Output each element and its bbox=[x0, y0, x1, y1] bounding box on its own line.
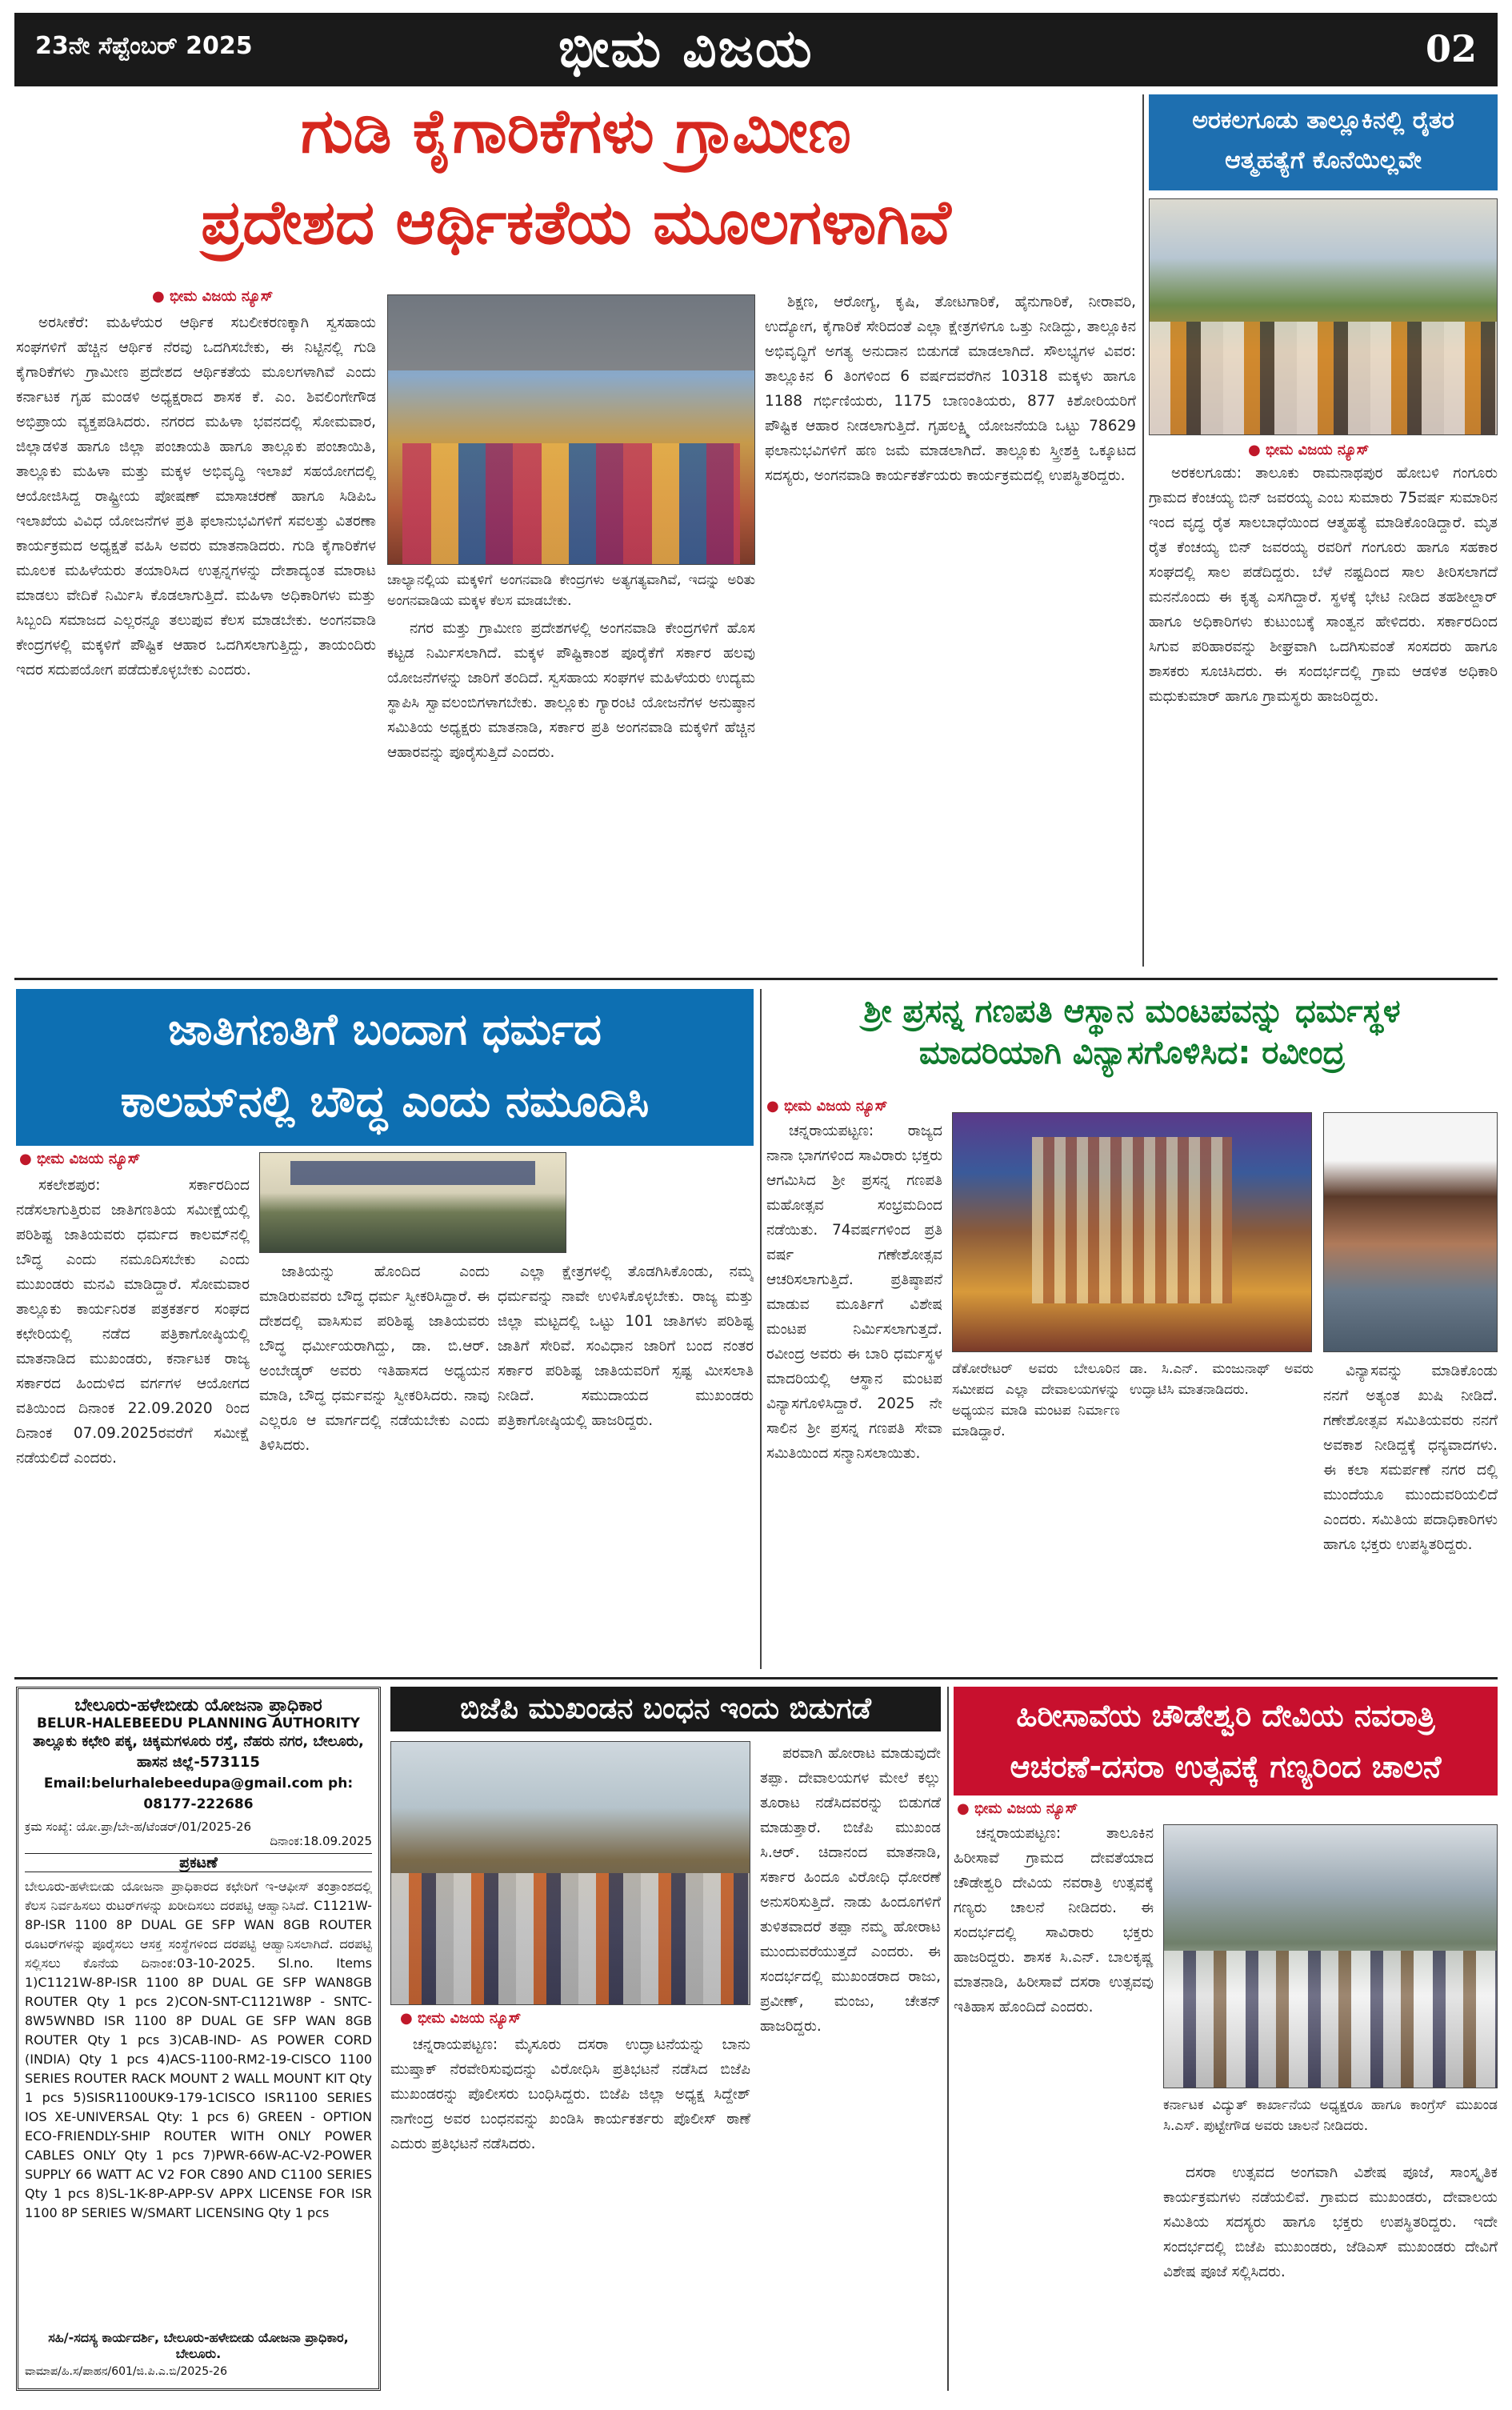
column-divider bbox=[1142, 94, 1144, 967]
story1-col1: ಅರಸೀಕೆರೆ: ಮಹಿಳೆಯರ ಆರ್ಥಿಕ ಸಬಲೀಕರಣಕ್ಕಾಗಿ ಸ್ವಸಹಾಯ ಸಂಘಗಳಿಗೆ ಹೆಚ್ಚಿನ ಆರ್ಥಿಕ ನೆರವು ಒದಗಿಸಬೇಕು, ಈ ನಿಟ್ಟಿನಲ್ಲಿ ಗುಡಿ ಕೈಗಾರಿಕೆಗಳು ಗ್ರಾಮೀಣ ಪ್ರದೇಶದ ಆರ್ಥಿಕತೆಯ ಮೂಲಗಳಾಗಿವೆ ಎಂದು ಕರ್ನಾಟಕ ಗೃಹ ಮಂಡಳಿ ಅಧ್ಯಕ್ಷರಾದ ಶಾಸಕ ಕೆ. ಎಂ. ಶಿವಲಿಂಗೇಗೌಡ ಅಭಿಪ್ರಾಯ ವ್ಯಕ್ತಪಡಿಸಿದರು. ನಗರದ ಮಹಿಳಾ ಭವನದಲ್ಲಿ ಸೋಮವಾರ, ಜಿಲ್ಲಾಡಳಿತ ಹಾಗೂ ಜಿಲ್ಲಾ ಪಂಚಾಯತಿ ಹಾಗೂ ತಾಲ್ಲೂಕು ಪಂಚಾಯಿತಿ, ತಾಲ್ಲೂಕು ಮಹಿಳಾ ಮತ್ತು ಮಕ್ಕಳ ಅಭಿವೃದ್ಧಿ ಇಲಾಖೆ ಸಹಯೋಗದಲ್ಲಿ ಆಯೋಜಿಸಿದ್ದ ರಾಷ್ಟ್ರೀಯ ಪೋಷಣ್ ಮಾಸಾಚರಣೆ ಹಾಗೂ ಸಿಡಿಪಿಒ ಇಲಾಖೆಯ ವಿವಿಧ ಯೋಜನೆಗಳ ಪ್ರತಿ ಫಲಾನುಭವಿಗಳಿಗೆ ಸವಲತ್ತು ವಿತರಣಾ ಕಾರ್ಯಕ್ರಮದ ಅಧ್ಯಕ್ಷತೆ ವಹಿಸಿ ಅವರು ಮಾತನಾಡಿದರು. ಗುಡಿ ಕೈಗಾರಿಕೆಗಳ ಮೂಲಕ ಮಹಿಳೆಯರು ತಯಾರಿಸಿದ ಉತ್ಪನ್ನಗಳನ್ನು ದೇಶಾದ್ಯಂತ ಮಾರಾಟ ಮಾಡಲು ವೇದಿಕೆ ನಿರ್ಮಿಸಿ ಕೊಡಲಾಗುತ್ತಿದೆ. ಮಹಿಳಾ ಅಧಿಕಾರಿಗಳು ಮತ್ತು ಸಿಬ್ಬಂದಿ ಸಮಾಜದ ಎಲ್ಲರನ್ನೂ ತಲುಪುವ ಕೆಲಸ ಮಾಡಬೇಕು. ಅಂಗನವಾಡಿ ಕೇಂದ್ರಗಳಲ್ಲಿ ಮಕ್ಕಳಿಗೆ ಪೌಷ್ಟಿಕ ಆಹಾರ ಒದಗಿಸಲಾಗುತ್ತಿದ್ದು, ತಾಯಂದಿರು ಇದರ ಸದುಪಯೋಗ ಪಡೆದುಕೊಳ್ಳಬೇಕು ಎಂದರು. bbox=[16, 314, 376, 679]
story6-byline: ● ಭೀಮ ವಿಜಯ ನ್ಯೂಸ್ bbox=[957, 1800, 1078, 1817]
notice-heading: ಪ್ರಕಟಣೆ bbox=[25, 1853, 372, 1872]
notice-ref-row bbox=[25, 1820, 372, 1834]
story4-photo-mantapa bbox=[952, 1112, 1312, 1352]
story1-col2: ನಗರ ಮತ್ತು ಗ್ರಾಮೀಣ ಪ್ರದೇಶಗಳಲ್ಲಿ ಅಂಗನವಾಡಿ ಕೇಂದ್ರಗಳಿಗೆ ಹೊಸ ಕಟ್ಟಡ ನಿರ್ಮಿಸಲಾಗಿದೆ. ಮಕ್ಕಳ ಪೌಷ್ಟಿಕಾಂಶ ಪೂರೈಕೆಗೆ ಸರ್ಕಾರ ಹಲವು ಯೋಜನೆಗಳನ್ನು ಜಾರಿಗೆ ತಂದಿದೆ. ಸ್ವಸಹಾಯ ಸಂಘಗಳ ಮಹಿಳೆಯರು ಉದ್ಯಮ ಸ್ಥಾಪಿಸಿ ಸ್ವಾವಲಂಬಿಗಳಾಗಬೇಕು. ತಾಲ್ಲೂಕು ಗ್ಯಾರಂಟಿ ಯೋಜನೆಗಳ ಅನುಷ್ಠಾನ ಸಮಿತಿಯ ಅಧ್ಯಕ್ಷರು ಮಾತನಾಡಿ, ಸರ್ಕಾರ ಪ್ರತಿ ಅಂಗನವಾಡಿ ಮಕ್ಕಳಿಗೆ ಹೆಚ್ಚಿನ ಆಹಾರವನ್ನು ಪೂರೈಸುತ್ತಿದೆ ಎಂದರು. bbox=[387, 620, 755, 761]
story2-byline: ● ಭೀಮ ವಿಜಯ ನ್ಯೂಸ್ bbox=[1248, 442, 1369, 458]
paper-name: ಭೀಮ ವಿಜಯ bbox=[558, 18, 814, 79]
story4-portrait-caption: ಡಾ. ಸಿ.ಎನ್. ಮಂಜುನಾಥ್ ಅವರು ಉದ್ಘಾಟಿಸಿ ಮಾತನಾಡಿದರು. bbox=[1130, 1361, 1314, 1398]
story2-photo bbox=[1149, 198, 1498, 435]
tender-notice bbox=[16, 1687, 381, 2391]
story5-headline: ಬಿಜೆಪಿ ಮುಖಂಡನ ಬಂಧನ ಇಂದು ಬಿಡುಗಡೆ bbox=[390, 1687, 941, 1731]
notice-title-kn: ಬೇಲೂರು-ಹಳೇಬೀಡು ಯೋಜನಾ ಪ್ರಾಧಿಕಾರ bbox=[74, 1695, 322, 1715]
story4-col1: ಚನ್ನರಾಯಪಟ್ಟಣ: ರಾಜ್ಯದ ನಾನಾ ಭಾಗಗಳಿಂದ ಸಾವಿರಾರು ಭಕ್ತರು ಆಗಮಿಸಿದ ಶ್ರೀ ಪ್ರಸನ್ನ ಗಣಪತಿ ಮಹೋತ್ಸವ ಸಂಭ್ರಮದಿಂದ ನಡೆಯಿತು. 74ವರ್ಷಗಳಿಂದ ಪ್ರತಿ ವರ್ಷ ಗಣೇಶೋತ್ಸವ ಆಚರಿಸಲಾಗುತ್ತಿದೆ. ಪ್ರತಿಷ್ಠಾಪನೆ ಮಾಡುವ ಮೂರ್ತಿಗೆ ವಿಶೇಷ ಮಂಟಪ ನಿರ್ಮಿಸಲಾಗುತ್ತದೆ. ರವೀಂದ್ರ ಅವರು ಈ ಬಾರಿ ಧರ್ಮಸ್ಥಳ ಮಾದರಿಯಲ್ಲಿ ಆಸ್ಥಾನ ಮಂಟಪ ವಿನ್ಯಾಸಗೊಳಿಸಿದ್ದಾರೆ. 2025 ನೇ ಸಾಲಿನ ಶ್ರೀ ಪ್ರಸನ್ನ ಗಣಪತಿ ಸೇವಾ ಸಮಿತಿಯಿಂದ ಸನ್ಮಾನಿಸಲಾಯಿತು. bbox=[766, 1123, 942, 1462]
story3-headline-line2: ಕಾಲಮ್‌ನಲ್ಲಿ ಬೌದ್ಧ ಎಂದು ನಮೂದಿಸಿ bbox=[120, 1076, 650, 1127]
issue-date: 23ನೇ ಸೆಪ್ಟೆಂಬರ್ 2025 bbox=[35, 32, 253, 60]
story6-photo bbox=[1163, 1824, 1498, 2088]
story3-col1: ಸಕಲೇಶಪುರ: ಸರ್ಕಾರದಿಂದ ನಡೆಸಲಾಗುತ್ತಿರುವ ಜಾತಿಗಣತಿಯ ಸಮೀಕ್ಷೆಯಲ್ಲಿ ಪರಿಶಿಷ್ಟ ಜಾತಿಯವರು ಧರ್ಮದ ಕಾಲಮ್‌ನಲ್ಲಿ ಬೌದ್ಧ ಎಂದು ನಮೂದಿಸಬೇಕು ಎಂದು ಮುಖಂಡರು ಮನವಿ ಮಾಡಿದ್ದಾರೆ. ಸೋಮವಾರ ತಾಲ್ಲೂಕು ಕಾರ್ಯನಿರತ ಪತ್ರಕರ್ತರ ಸಂಘದ ಕಛೇರಿಯಲ್ಲಿ ನಡೆದ ಪತ್ರಿಕಾಗೋಷ್ಠಿಯಲ್ಲಿ ಮಾತನಾಡಿದ ಮುಖಂಡರು, ಕರ್ನಾಟಕ ರಾಜ್ಯ ಸರ್ಕಾರದ ಹಿಂದುಳಿದ ವರ್ಗಗಳ ಆಯೋಗದ ವತಿಯಿಂದ ದಿನಾಂಕ 22.09.2020 ರಿಂದ ದಿನಾಂಕ 07.09.2025ರವರೆಗೆ ಸಮೀಕ್ಷೆ ನಡೆಯಲಿದೆ ಎಂದರು. bbox=[16, 1177, 250, 1467]
story6-col2: ದಸರಾ ಉತ್ಸವದ ಅಂಗವಾಗಿ ವಿಶೇಷ ಪೂಜೆ, ಸಾಂಸ್ಕೃತಿಕ ಕಾರ್ಯಕ್ರಮಗಳು ನಡೆಯಲಿವೆ. ಗ್ರಾಮದ ಮುಖಂಡರು, ದೇವಾಲಯ ಸಮಿತಿಯ ಸದಸ್ಯರು ಹಾಗೂ ಭಕ್ತರು ಉಪಸ್ಥಿತರಿದ್ದರು. ಇದೇ ಸಂದರ್ಭದಲ್ಲಿ ಬಿಜೆಪಿ ಮುಖಂಡರು, ಜೆಡಿಎಸ್ ಮುಖಂಡರು ದೇವಿಗೆ ವಿಶೇಷ ಪೂಜೆ ಸಲ್ಲಿಸಿದರು. bbox=[1163, 2164, 1498, 2280]
page-number: 02 bbox=[1425, 27, 1477, 70]
story4-byline: ● ಭೀಮ ವಿಜಯ ನ್ಯೂಸ್ bbox=[766, 1098, 887, 1115]
story6-headline-line1: ಹಿರೀಸಾವೆಯ ಚೌಡೇಶ್ವರಿ ದೇವಿಯ ನವರಾತ್ರಿ bbox=[1016, 1698, 1435, 1733]
story1-col3: ಶಿಕ್ಷಣ, ಆರೋಗ್ಯ, ಕೃಷಿ, ತೋಟಗಾರಿಕೆ, ಹೈನುಗಾರಿಕೆ, ನೀರಾವರಿ, ಉದ್ಯೋಗ, ಕೈಗಾರಿಕೆ ಸೇರಿದಂತೆ ಎಲ್ಲಾ ಕ್ಷೇತ್ರಗಳಿಗೂ ಒತ್ತು ನೀಡಿದ್ದು, ತಾಲ್ಲೂಕಿನ ಅಭಿವೃದ್ಧಿಗೆ ಅಗತ್ಯ ಅನುದಾನ ಬಿಡುಗಡೆ ಮಾಡಲಾಗಿದೆ. ಸೌಲಭ್ಯಗಳ ವಿವರ: ತಾಲ್ಲೂಕಿನ 6 ತಿಂಗಳಿಂದ 6 ವರ್ಷದವರೆಗಿನ 10318 ಮಕ್ಕಳು ಹಾಗೂ 1188 ಗರ್ಭಿಣಿಯರು, 1175 ಬಾಣಂತಿಯರು, 877 ಕಿಶೋರಿಯರಿಗೆ ಪೌಷ್ಟಿಕ ಆಹಾರ ನೀಡಲಾಗುತ್ತಿದೆ. ಗೃಹಲಕ್ಷ್ಮಿ ಯೋಜನೆಯಡಿ ಒಟ್ಟು 78629 ಫಲಾನುಭವಿಗಳಿಗೆ ಹಣ ಜಮೆ ಮಾಡಲಾಗಿದೆ. ತಾಲ್ಲೂಕು ಸ್ತ್ರೀಶಕ್ತಿ ಒಕ್ಕೂಟದ ಸದಸ್ಯರು, ಅಂಗನವಾಡಿ ಕಾರ್ಯಕರ್ತೆಯರು ಕಾರ್ಯಕ್ರಮದಲ್ಲಿ ಉಪಸ್ಥಿತರಿದ್ದರು. bbox=[765, 294, 1136, 484]
story3-headline bbox=[16, 989, 754, 1146]
column-divider bbox=[947, 1687, 949, 2391]
column-divider bbox=[760, 989, 762, 1669]
story1-byline: ● ಭೀಮ ವಿಜಯ ನ್ಯೂಸ್ bbox=[152, 288, 273, 305]
story1-photo-caption: ಚಾಲ್ಯಾನಲ್ಲಿಯ ಮಕ್ಕಳಿಗೆ ಅಂಗನವಾಡಿ ಕೇಂದ್ರಗಳು ಅತ್ಯಗತ್ಯವಾಗಿವೆ, ಇದನ್ನು ಅರಿತು ಅಂಗನವಾಡಿಯ ಮಕ್ಕಳ ಕೆಲಸ ಮಾಡಬೇಕು. bbox=[387, 572, 755, 609]
notice-footer: ವಾಮಾಪ/ಹಿ.ಸ/ಪಾಹನ/601/ಜಿ.ಪಿ.ಎ.ಬಿ/2025-26 bbox=[25, 2365, 227, 2378]
story4-headline-line2: ಮಾದರಿಯಾಗಿ ವಿನ್ಯಾಸಗೊಳಿಸಿದ: ರವೀಂದ್ರ bbox=[918, 1035, 1346, 1071]
story3-col3: ಎಲ್ಲಾ ಕ್ಷೇತ್ರಗಳಲ್ಲಿ ತೊಡಗಿಸಿಕೊಂಡು, ನಮ್ಮ ಧರ್ಮವನ್ನು ನಾವೇ ಉಳಿಸಿಕೊಳ್ಳಬೇಕು. ರಾಜ್ಯ ಮತ್ತು ಜಿಲ್ಲಾ ಮಟ್ಟದಲ್ಲಿ ಒಟ್ಟು 101 ಜಾತಿಗಳು ಪರಿಶಿಷ್ಟ ಜಾತಿಗೆ ಸೇರಿವೆ. ಸಂವಿಧಾನ ಜಾರಿಗೆ ಬಂದ ನಂತರ ಸರ್ಕಾರ ಪರಿಶಿಷ್ಟ ಜಾತಿಯವರಿಗೆ ಸ್ಪಷ್ಟ ಮೀಸಲಾತಿ ನೀಡಿದೆ. ಸಮುದಾಯದ ಮುಖಂಡರು ಪತ್ರಿಕಾಗೋಷ್ಠಿಯಲ್ಲಿ ಹಾಜರಿದ್ದರು. bbox=[498, 1263, 754, 1429]
story5-photo bbox=[390, 1741, 750, 2005]
story1-headline-line1: ಗುಡಿ ಕೈಗಾರಿಕೆಗಳು ಗ್ರಾಮೀಣ bbox=[301, 95, 851, 166]
story4-col3: ವಿನ್ಯಾಸವನ್ನು ಮಾಡಿಕೊಂಡು ನನಗೆ ಅತ್ಯಂತ ಖುಷಿ ನೀಡಿದೆ. ಗಣೇಶೋತ್ಸವ ಸಮಿತಿಯವರು ನನಗೆ ಅವಕಾಶ ನೀಡಿದ್ದಕ್ಕೆ ಧನ್ಯವಾದಗಳು. ಈ ಕಲಾ ಸಮರ್ಪಣೆ ನಗರ ದಲ್ಲಿ ಮುಂದೆಯೂ ಮುಂದುವರಿಯಲಿದೆ ಎಂದರು. ಸಮಿತಿಯ ಪದಾಧಿಕಾರಿಗಳು ಹಾಗೂ ಭಕ್ತರು ಉಪಸ್ಥಿತರಿದ್ದರು. bbox=[1323, 1363, 1498, 1553]
notice-address: ತಾಲ್ಲೂಕು ಕಛೇರಿ ಪಕ್ಕ, ಚಿಕ್ಕಮಗಳೂರು ರಸ್ತೆ, ನೆಹರು ನಗರ, ಬೇಲೂರು, ಹಾಸನ ಜಿಲ್ಲೆ-573115 bbox=[33, 1733, 364, 1771]
masthead bbox=[14, 13, 1498, 86]
story4-photo-caption: ಡೆಕೋರೇಟರ್ ಅವರು ಬೇಲೂರಿನ ಸಮೀಪದ ಎಲ್ಲಾ ದೇವಾಲಯಗಳನ್ನು ಅಧ್ಯಯನ ಮಾಡಿ ಮಂಟಪ ನಿರ್ಮಾಣ ಮಾಡಿದ್ದಾರೆ. bbox=[952, 1361, 1120, 1439]
story5-col2: ಪರವಾಗಿ ಹೋರಾಟ ಮಾಡುವುದೇ ತಪ್ಪಾ. ದೇವಾಲಯಗಳ ಮೇಲೆ ಕಲ್ಲು ತೂರಾಟ ನಡೆಸಿದವರನ್ನು ಬಿಡುಗಡೆ ಮಾಡುತ್ತಾರೆ. ಬಿಜೆಪಿ ಮುಖಂಡ ಸಿ.ಆರ್. ಚಿದಾನಂದ ಮಾತನಾಡಿ, ಸರ್ಕಾರ ಹಿಂದೂ ವಿರೋಧಿ ಧೋರಣೆ ಅನುಸರಿಸುತ್ತಿದೆ. ನಾಡು ಹಿಂದೂಗಳಿಗೆ ತುಳಿತವಾದರೆ ತಪ್ಪಾ ನಮ್ಮ ಹೋರಾಟ ಮುಂದುವರೆಯುತ್ತದೆ ಎಂದರು. ಈ ಸಂದರ್ಭದಲ್ಲಿ ಮುಖಂಡರಾದ ರಾಜು, ಪ್ರವೀಣ್, ಮಂಜು, ಚೇತನ್ ಹಾಜರಿದ್ದರು. bbox=[760, 1745, 941, 2035]
story1-photo bbox=[387, 294, 755, 565]
notice-title-en: BELUR-HALEBEEDU PLANNING AUTHORITY bbox=[37, 1715, 360, 1731]
story4-headline bbox=[766, 991, 1498, 1074]
notice-signature: ಸಹಿ/-ಸದಸ್ಯ ಕಾರ್ಯದರ್ಶಿ, ಬೇಲೂರು-ಹಳೇಬೀಡು ಯೋಜನಾ ಪ್ರಾಧಿಕಾರ, ಬೇಲೂರು. bbox=[48, 2330, 349, 2361]
story6-photo-caption: ಕರ್ನಾಟಕ ವಿದ್ಯುತ್ ಕಾರ್ಖಾನೆಯ ಅಧ್ಯಕ್ಷರೂ ಹಾಗೂ ಕಾಂಗ್ರೆಸ್ ಮುಖಂಡ ಸಿ.ಎಸ್. ಪುಟ್ಟೇಗೌಡ ಅವರು ಚಾಲನೆ ನೀಡಿದರು. bbox=[1163, 2097, 1498, 2134]
section-divider bbox=[14, 1677, 1498, 1679]
story5-col1: ಚನ್ನರಾಯಪಟ್ಟಣ: ಮೈಸೂರು ದಸರಾ ಉದ್ಘಾಟನೆಯನ್ನು ಬಾನು ಮುಷ್ತಾಕ್ ನೆರವೇರಿಸುವುದನ್ನು ವಿರೋಧಿಸಿ ಪ್ರತಿಭಟನೆ ನಡೆಸಿದ ಬಿಜೆಪಿ ಮುಖಂಡರನ್ನು ಪೊಲೀಸರು ಬಂಧಿಸಿದ್ದರು. ಬಿಜೆಪಿ ಜಿಲ್ಲಾ ಅಧ್ಯಕ್ಷ ಸಿದ್ದೇಶ್ ನಾಗೇಂದ್ರ ಅವರ ಬಂಧನವನ್ನು ಖಂಡಿಸಿ ಕಾರ್ಯಕರ್ತರು ಪೊಲೀಸ್ ಠಾಣೆ ಎದುರು ಪ್ರತಿಭಟನೆ ನಡೆಸಿದರು. bbox=[390, 2036, 750, 2152]
story3-headline-line1: ಜಾತಿಗಣತಿಗೆ ಬಂದಾಗ ಧರ್ಮದ bbox=[168, 1004, 602, 1055]
story2-body: ಅರಕಲಗೂಡು: ತಾಲೂಕು ರಾಮನಾಥಪುರ ಹೋಬಳಿ ಗಂಗೂರು ಗ್ರಾಮದ ಕೆಂಚಯ್ಯ ಬಿನ್ ಜವರಯ್ಯ ಎಂಬ ಸುಮಾರು 75ವರ್ಷ ಸುಮಾರಿನ ಇಂದ ವೃದ್ಧ ರೈತ ಸಾಲಬಾಧೆಯಿಂದ ಆತ್ಮಹತ್ಯೆ ಮಾಡಿಕೊಂಡಿದ್ದಾರೆ. ಮೃತ ರೈತ ಕೆಂಚಯ್ಯ ಬಿನ್ ಜವರಯ್ಯ ರವರಿಗೆ ಗಂಗೂರು ಹಾಗೂ ಸಹಕಾರ ಸಂಘದಲ್ಲಿ ಸಾಲ ಪಡೆದಿದ್ದರು. ಬೆಳೆ ನಷ್ಟದಿಂದ ಸಾಲ ತೀರಿಸಲಾಗದೆ ಮನನೊಂದು ಈ ಕೃತ್ಯ ಎಸಗಿದ್ದಾರೆ. ಸ್ಥಳಕ್ಕೆ ಭೇಟಿ ನೀಡಿದ ತಹಶೀಲ್ದಾರ್ ಹಾಗೂ ಅಧಿಕಾರಿಗಳು ಕುಟುಂಬಕ್ಕೆ ಸಾಂತ್ವನ ಹೇಳಿದರು. ಸರ್ಕಾರದಿಂದ ಸಿಗುವ ಪರಿಹಾರವನ್ನು ಶೀಘ್ರವಾಗಿ ಒದಗಿಸುವಂತೆ ಸಂಸದರು ಹಾಗೂ ಶಾಸಕರು ಸೂಚಿಸಿದರು. ಈ ಸಂದರ್ಭದಲ್ಲಿ ಗ್ರಾಮ ಆಡಳಿತ ಅಧಿಕಾರಿ ಮಧುಕುಮಾರ್ ಹಾಗೂ ಗ್ರಾಮಸ್ಥರು ಹಾಜರಿದ್ದರು. bbox=[1149, 465, 1498, 705]
story3-photo bbox=[259, 1152, 566, 1253]
story4-headline-line1: ಶ್ರೀ ಪ್ರಸನ್ನ ಗಣಪತಿ ಆಸ್ಥಾನ ಮಂಟಪವನ್ನು ಧರ್ಮಸ್ಥಳ bbox=[863, 993, 1401, 1030]
story5-byline: ● ಭೀಮ ವಿಜಯ ನ್ಯೂಸ್ bbox=[400, 2010, 521, 2027]
story3-col2: ಜಾತಿಯನ್ನು ಹೊಂದಿದ ಎಂದು ಮಾಡಿರುವವರು ಬೌದ್ಧ ಧರ್ಮ ಸ್ವೀಕರಿಸಿದ್ದಾರೆ. ಈ ದೇಶದಲ್ಲಿ ವಾಸಿಸುವ ಪರಿಶಿಷ್ಟ ಜಾತಿಯವರು ಬೌದ್ಧ ಧರ್ಮೀಯರಾಗಿದ್ದು, ಡಾ. ಬಿ.ಆರ್. ಅಂಬೇಡ್ಕರ್ ಅವರು ಇತಿಹಾಸದ ಅಧ್ಯಯನ ಮಾಡಿ, ಬೌದ್ಧ ಧರ್ಮವನ್ನು ಸ್ವೀಕರಿಸಿದರು. ನಾವು ಎಲ್ಲರೂ ಆ ಮಾರ್ಗದಲ್ಲಿ ನಡೆಯಬೇಕು ಎಂದು ತಿಳಿಸಿದರು. bbox=[259, 1263, 490, 1454]
story6-col1: ಚನ್ನರಾಯಪಟ್ಟಣ: ತಾಲೂಕಿನ ಹಿರೀಸಾವೆ ಗ್ರಾಮದ ದೇವತೆಯಾದ ಚೌಡೇಶ್ವರಿ ದೇವಿಯ ನವರಾತ್ರಿ ಉತ್ಸವಕ್ಕೆ ಗಣ್ಯರು ಚಾಲನೆ ನೀಡಿದರು. ಈ ಸಂದರ್ಭದಲ್ಲಿ ಸಾವಿರಾರು ಭಕ್ತರು ಹಾಜರಿದ್ದರು. ಶಾಸಕ ಸಿ.ಎನ್. ಬಾಲಕೃಷ್ಣ ಮಾತನಾಡಿ, ಹಿರೀಸಾವೆ ದಸರಾ ಉತ್ಸವವು ಇತಿಹಾಸ ಹೊಂದಿದೆ ಎಂದರು. bbox=[954, 1825, 1154, 2016]
story1-headline-line2: ಪ್ರದೇಶದ ಆರ್ಥಿಕತೆಯ ಮೂಲಗಳಾಗಿವೆ bbox=[201, 186, 951, 258]
story6-headline-line2: ಆಚರಣೆ-ದಸರಾ ಉತ್ಸವಕ್ಕೆ ಗಣ್ಯರಿಂದ ಚಾಲನೆ bbox=[1010, 1749, 1442, 1784]
story6-headline bbox=[954, 1687, 1498, 1795]
story3-byline: ● ಭೀಮ ವಿಜಯ ನ್ಯೂಸ್ bbox=[19, 1151, 140, 1167]
notice-contact: Email:belurhalebeedupa@gmail.com ph: 08177-222686 bbox=[43, 1775, 354, 1812]
section-divider bbox=[14, 978, 1498, 980]
story4-portrait bbox=[1323, 1112, 1498, 1352]
story2-headline: ಅರಕಲಗೂಡು ತಾಲ್ಲೂಕಿನಲ್ಲಿ ರೈತರ ಆತ್ಮಹತ್ಯೆಗೆ ಕೊನೆಯಿಲ್ಲವೇ bbox=[1149, 94, 1498, 190]
notice-body: ಬೇಲೂರು-ಹಳೇಬೀಡು ಯೋಜನಾ ಪ್ರಾಧಿಕಾರದ ಕಛೇರಿಗೆ ಇ-ಆಫೀಸ್ ತಂತ್ರಾಂಶದಲ್ಲಿ ಕೆಲಸ ನಿರ್ವಹಿಸಲು ರುಟರ್‌ಗಳನ್ನು ಖರೀದಿಸಲು ದರಪಟ್ಟಿ ಆಹ್ವಾನಿಸಿದೆ. C1121W-8P-ISR 1100 8P DUAL GE SFP WAN 8GB ROUTER ರೂಟರ್‌ಗಳನ್ನು ಪೂರೈಸಲು ಆಸಕ್ತ ಸಂಸ್ಥೆಗಳಿಂದ ದರಪಟ್ಟಿ ಆಹ್ವಾನಿಸಲಾಗಿದೆ. ದರಪಟ್ಟಿ ಸಲ್ಲಿಸಲು ಕೊನೆಯ ದಿನಾಂಕ:03-10-2025. Sl.no. Items 1)C1121W-8P-ISR 1100 8P DUAL GE SFP WAN8GB ROUTER Qty 1 pcs 2)CON-SNT-C1121W8P - SNTC-8W5WNBD ISR 1100 8P DUAL GE SFP WAN 8GB ROUTER Qty 1 pcs 3)CAB-IND- AS POWER CORD (INDIA) Qty 1 pcs 4)ACS-1100-RM2-19-CISCO 1100 SERIES ROUTER RACK MOUNT 2 WALL MOUNT KIT Qty 1 pcs 5)SISR1100UK9-179-1CISCO ISR1100 SERIES IOS XE-UNIVERSAL Qty: 1 pcs 6) GREEN - OPTION ECO-FRIENDLY-SHIP ROUTER WITH ONLY POWER CABLES ONLY Qty 1 pcs 7)PWR-66W-AC-V2-POWER SUPPLY 66 WATT AC V2 FOR C890 AND C1100 SERIES Qty 1 pcs 8)SL-1K-8P-APP-SV APPX LICENSE FOR ISR 1100 8P SERIES W/SMART LICENSING Qty 1 pcs bbox=[25, 1879, 372, 2220]
notice-ref-no: ಕ್ರಮ ಸಂಖ್ಯೆ: ಯೋ.ಪ್ರಾ/ಬೇ-ಹ/ಟೆಂಡರ್/01/2025-26 bbox=[25, 1820, 252, 1834]
notice-ref-date: ದಿನಾಂಕ:18.09.2025 bbox=[270, 1834, 372, 1848]
